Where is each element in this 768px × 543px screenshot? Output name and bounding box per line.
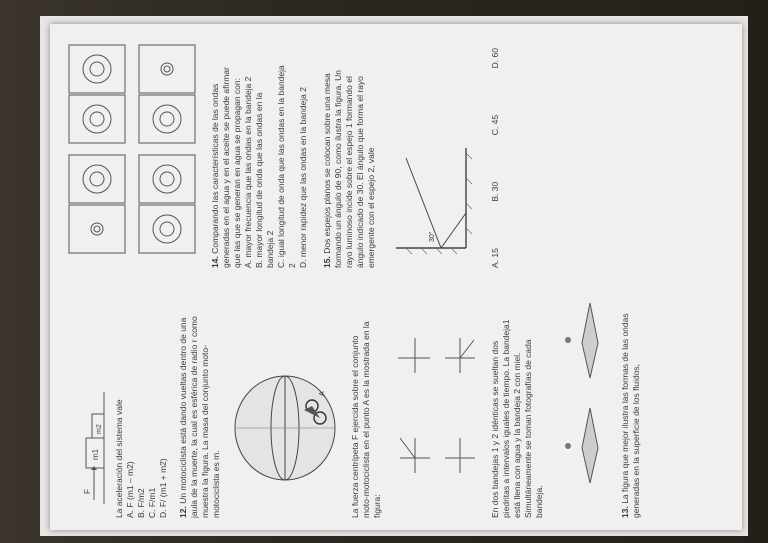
blocks-figure xyxy=(64,388,108,508)
q12-line-4: motociclista es m. xyxy=(211,450,221,518)
q15-line-4: ángulo indicado de 30. El ángulo que forma el rayo xyxy=(355,76,365,268)
q14-option-d: D. menor rapidez que las ondas en la bandeja 2 xyxy=(298,87,308,268)
q15-option-d: D. 60 xyxy=(490,48,500,69)
mirror-angle-label: 30° xyxy=(429,231,436,242)
acceleration-question-text: La aceleración del sistema vale xyxy=(114,399,124,518)
q12-line-3: muestra la figura. La masa del conjunto moto- xyxy=(200,345,210,518)
trays-line-3: está llena con agua y la bandeja 2 con miel. xyxy=(512,352,522,518)
rotated-page xyxy=(60,28,730,528)
q15-line-3: rayo luminoso incide sobre el espejo 1 formando el xyxy=(344,76,354,268)
point-a-label: A xyxy=(319,391,326,396)
acceleration-option-a: A. F (m1 – m2) xyxy=(125,461,135,518)
q12-line-1: Un motociclista está dando vueltas dentro de una xyxy=(178,317,188,504)
q14-number: 14. xyxy=(210,256,220,268)
q15-option-b: B. 30 xyxy=(490,181,500,202)
mass2-label: m2 xyxy=(96,424,103,434)
q15-line-1: Dos espejos planos se colocan sobre una mesa xyxy=(322,73,332,254)
q15-line-2: formando un ángulo de 90, como ilustra la figura. Un xyxy=(333,70,343,268)
mass1-label: m1 xyxy=(91,448,100,460)
q15-number: 15. xyxy=(322,256,332,268)
question-12 xyxy=(178,278,222,518)
q14-line-1: Comparando las características de las ondas xyxy=(210,83,220,254)
trays-line-5: bandeja. xyxy=(534,485,544,518)
trays-line-1: En dos bandejas 1 y 2 idénticas se sueltan dos xyxy=(490,340,500,518)
q13-line-2: generadas en la superficie de los fluidos, xyxy=(631,363,641,518)
q12-line-2: jaula de la muerte, la cual es esférica de radio r como xyxy=(189,316,199,518)
q13-number: 13. xyxy=(620,506,630,518)
acceleration-question xyxy=(114,278,169,518)
q14-option-a: A. mayor frecuencia que las ondas en la bandeja 2 xyxy=(243,76,253,268)
q12-number: 12. xyxy=(178,506,188,518)
trays-line-2: piedritas a intervalos iguales de tiempo. La bandeja1 xyxy=(501,319,511,518)
q15-line-5: emergente con el espejo 2, vale xyxy=(366,147,376,268)
q13-line-1: La figura que mejor ilustra las formas de las ondas xyxy=(620,313,630,504)
force-label: F xyxy=(83,489,92,494)
q14-line-2: generadas en el agua y en el aceite se puede afirmar xyxy=(221,67,231,268)
question-15 xyxy=(322,28,377,268)
question-13 xyxy=(620,278,642,518)
question-14 xyxy=(210,28,309,268)
q15-options xyxy=(490,28,501,268)
acceleration-option-b: B. F/m2 xyxy=(136,488,146,518)
force-line-2: moto-motociclista en el punto A es la mostrada en la xyxy=(361,321,371,518)
q15-option-c: C. 45 xyxy=(490,114,500,136)
force-vectors-figure xyxy=(390,278,480,478)
q15-option-a: A. 15 xyxy=(490,248,500,268)
acceleration-option-c: C. F/m1 xyxy=(147,487,157,518)
q14-option-c-cont: 2 xyxy=(287,263,297,268)
mirrors-figure xyxy=(386,138,476,258)
trays-line-4: Simultáneamente se toman fotografías de cada xyxy=(523,339,533,518)
q14-option-b: B. mayor longitud de onda que las ondas en la xyxy=(254,92,264,268)
wave-options-figure xyxy=(64,38,204,258)
q14-line-3: que las que se generan en agua se propagan con: xyxy=(232,78,242,268)
acceleration-option-d: D. F/ (m1 + m2) xyxy=(158,458,168,518)
force-line-1: La fuerza centrípeta F ejercida sobre el conjunto xyxy=(350,335,360,518)
sphere-cage-figure xyxy=(230,368,340,488)
force-line-3: figura: xyxy=(372,494,382,518)
centripetal-force-text xyxy=(350,278,383,518)
trays-text xyxy=(490,278,545,518)
q14-option-c: C. igual longitud de onda que las ondas en la bandeja xyxy=(276,65,286,268)
q14-option-b-cont: bandeja 2 xyxy=(265,230,275,268)
trays-figure xyxy=(550,288,610,488)
